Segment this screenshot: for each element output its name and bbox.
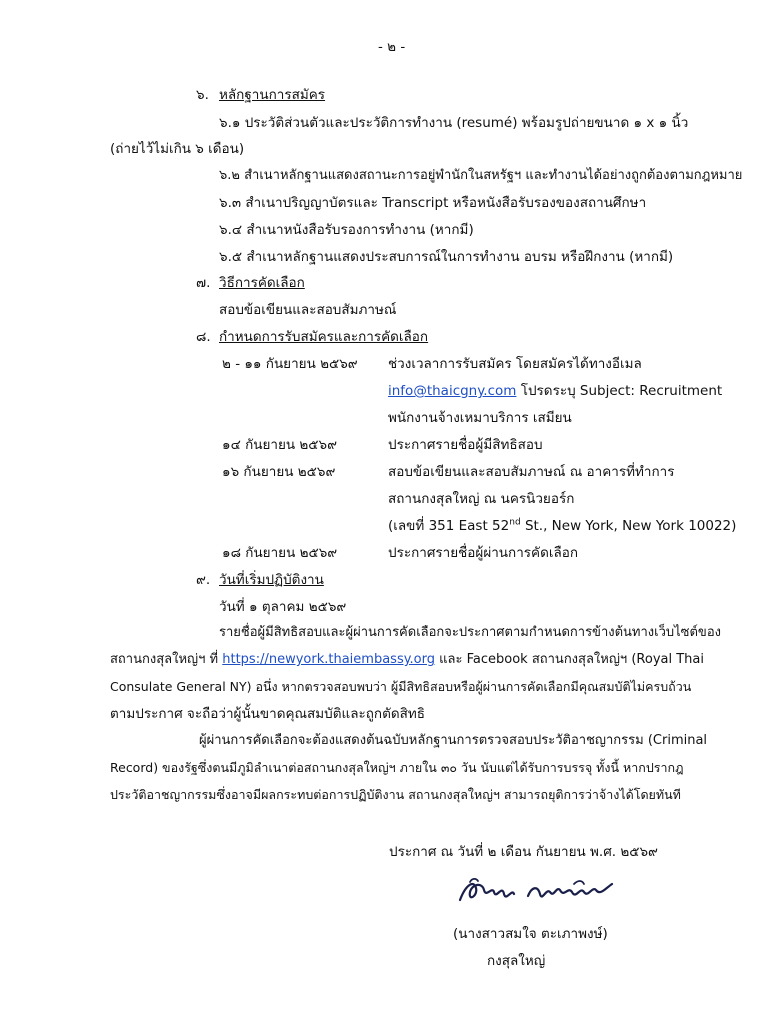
schedule-text-4: ประกาศรายชื่อผู้ผ่านการคัดเลือก [388,545,579,561]
signatory-name: (นางสาวสมใจ ตะเภาพงษ์) [453,926,608,942]
section-9-body: วันที่ ๑ ตุลาคม ๒๕๖๙ [219,599,347,615]
website-link[interactable]: https://newyork.thaiembassy.org [222,652,436,667]
para1-line2: สถานกงสุลใหญ่ฯ ที่ https://newyork.thaiembassy.org และ Facebook สถานกงสุลใหญ่ฯ (Royal Thai [110,652,704,667]
schedule-text-3: สอบข้อเขียนและสอบสัมภาษณ์ ณ อาคารที่ทำการ [388,464,675,480]
para1-line3: Consulate General NY) อนึ่ง หากตรวจสอบพบว่า ผู้มีสิทธิสอบหรือผู้ผ่านการคัดเลือกมีคุณสมบัติไม่ครบถ้วน [110,679,692,694]
section-7-number: ๗. [196,275,211,291]
schedule-date-1: ๒ - ๑๑ กันยายน ๒๕๖๙ [222,356,358,372]
section-8-number: ๘. [196,329,211,345]
section-7-heading: วิธีการคัดเลือก [219,275,305,291]
item-6-4: ๖.๔ สำเนาหนังสือรับรองการทำงาน (หากมี) [219,222,474,238]
ordinal-suffix: nd [509,517,521,528]
para2-line2: Record) ของรัฐซึ่งตนมีภูมิลำเนาต่อสถานกงสุลใหญ่ฯ ภายใน ๓๐ วัน นับแต่ได้รับการบรรจุ ทั้งนี้ หากปรากฎ [110,760,684,775]
para2-line1: ผู้ผ่านการคัดเลือกจะต้องแสดงต้นฉบับหลักฐานการตรวจสอบประวัติอาชญากรรม (Criminal [199,733,708,748]
section-9-number: ๙. [196,572,211,588]
announce-date: ประกาศ ณ วันที่ ๒ เดือน กันยายน พ.ศ. ๒๕๖๙ [389,844,658,860]
para1-line1: รายชื่อผู้มีสิทธิสอบและผู้ผ่านการคัดเลือกจะประกาศตามกำหนดการข้างต้นทางเว็บไซต์ของ [219,625,721,640]
schedule-text-3-cont: สถานกงสุลใหญ่ ณ นครนิวยอร์ก [388,491,575,507]
schedule-text-1-cont: พนักงานจ้างเหมาบริการ เสมียน [388,410,572,426]
para1-line4: ตามประกาศ จะถือว่าผู้นั้นขาดคุณสมบัติและถูกตัดสิทธิ [110,706,425,722]
section-6-number: ๖. [196,87,209,103]
section-8-heading: กำหนดการรับสมัครและการคัดเลือก [219,329,429,345]
subject-note: โปรดระบุ Subject: Recruitment [516,383,723,399]
signature [456,872,626,912]
schedule-text-1: ช่วงเวลาการรับสมัคร โดยสมัครได้ทางอีเมล [388,356,642,372]
section-9-heading: วันที่เริ่มปฏิบัติงาน [219,572,324,588]
item-6-1: ๖.๑ ประวัติส่วนตัวและประวัติการทำงาน (resumé) พร้อมรูปถ่ายขนาด ๑ x ๑ นิ้ว [219,115,689,131]
schedule-email-line [388,382,722,400]
section-7-body: สอบข้อเขียนและสอบสัมภาษณ์ [219,302,397,318]
item-6-3: ๖.๓ สำเนาปริญญาบัตรและ Transcript หรือหนังสือรับรองของสถานศึกษา [219,195,647,211]
schedule-date-2: ๑๔ กันยายน ๒๕๖๙ [222,437,337,453]
section-6-heading: หลักฐานการสมัคร [219,87,326,103]
item-6-5: ๖.๕ สำเนาหลักฐานแสดงประสบการณ์ในการทำงาน อบรม หรือฝึกงาน (หากมี) [219,249,674,265]
signatory-title: กงสุลใหญ่ [487,953,546,969]
page-number: - ๒ - [378,39,406,55]
item-6-2: ๖.๒ สำเนาหลักฐานแสดงสถานะการอยู่พำนักในสหรัฐฯ และทำงานได้อย่างถูกต้องตามกฎหมาย [219,168,743,183]
schedule-text-2: ประกาศรายชื่อผู้มีสิทธิสอบ [388,437,543,453]
schedule-date-4: ๑๘ กันยายน ๒๕๖๙ [222,545,338,561]
schedule-address: (เลขที่ 351 East 52nd St., New York, New York 10022) [388,517,737,534]
email-link[interactable]: info@thaicgny.com [388,383,517,399]
para2-line3: ประวัติอาชญากรรมซึ่งอาจมีผลกระทบต่อการปฏิบัติงาน สถานกงสุลใหญ่ฯ สามารถยุติการว่าจ้างได้โดยทันที [110,787,681,802]
schedule-date-3: ๑๖ กันยายน ๒๕๖๙ [222,464,336,480]
item-6-1-cont: (ถ่ายไว้ไม่เกิน ๖ เดือน) [110,141,245,157]
